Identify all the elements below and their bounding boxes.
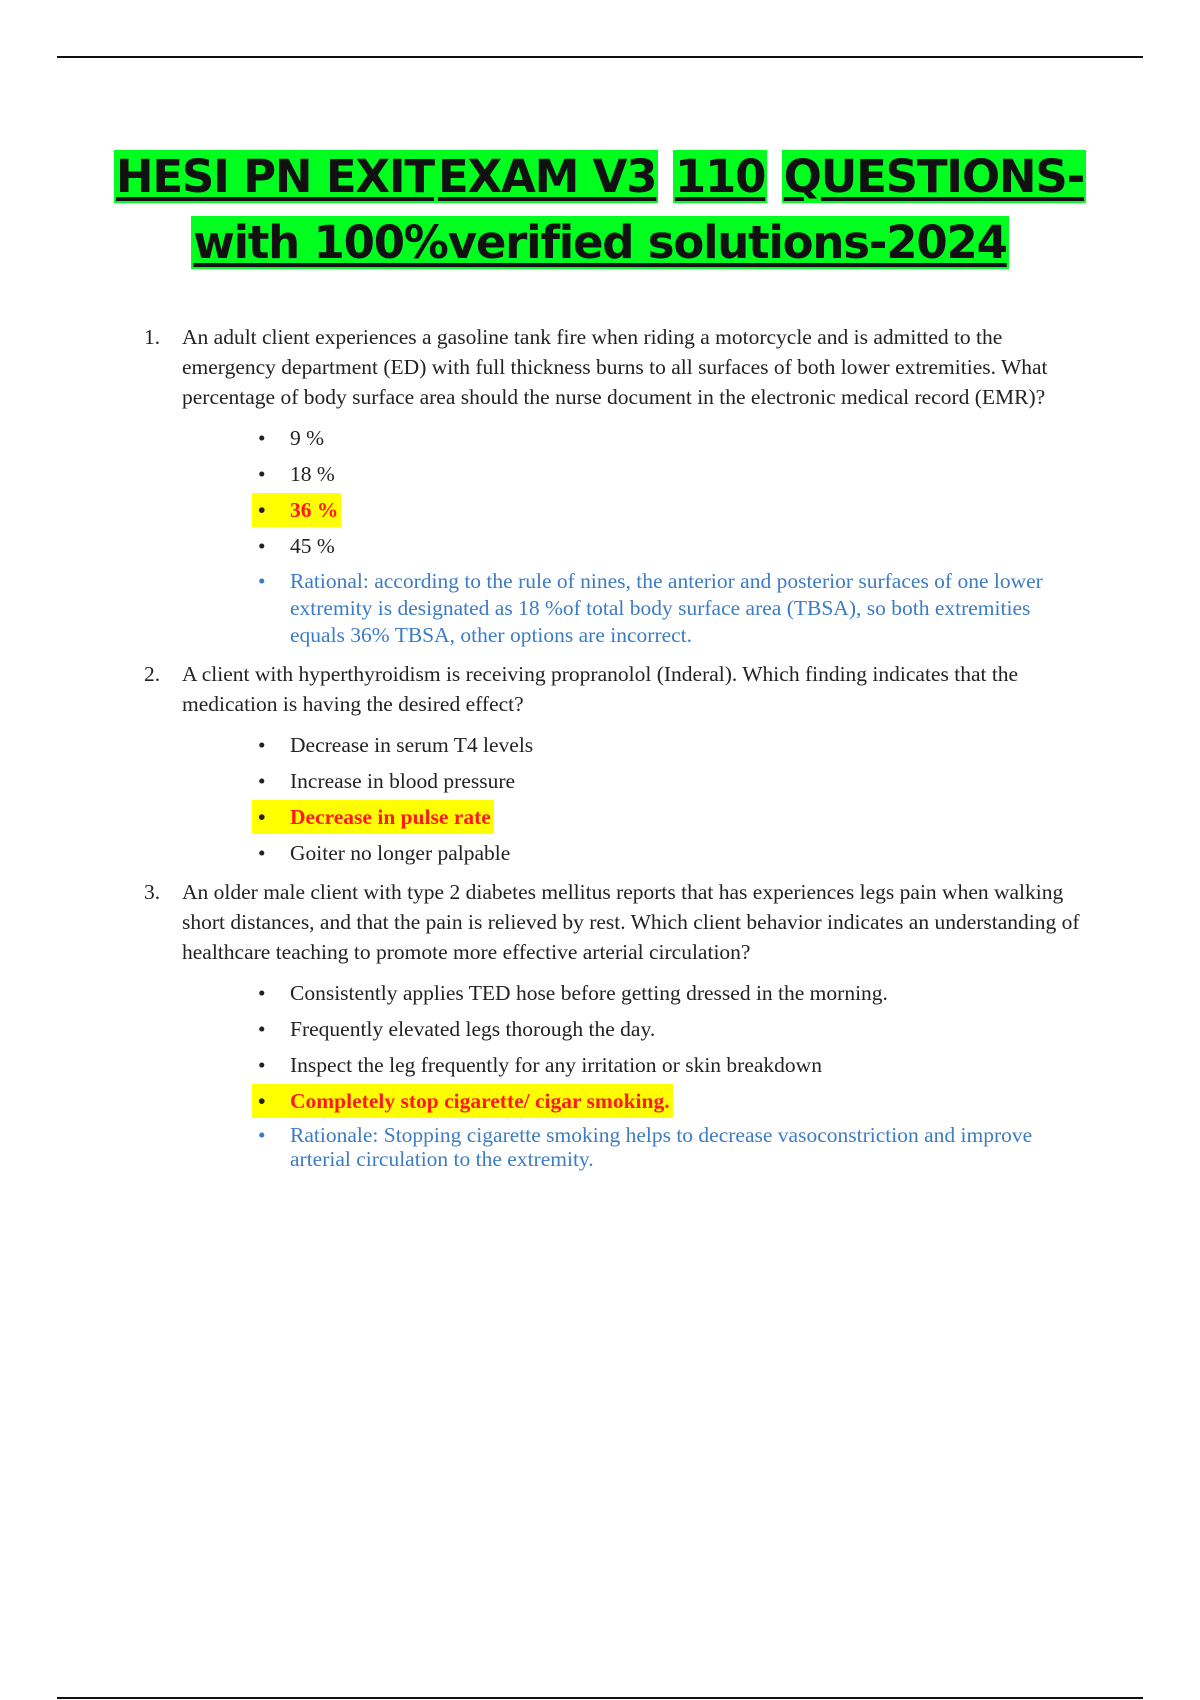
answer-option — [258, 979, 1090, 1007]
header-rule — [57, 56, 1143, 58]
question-text: An older male client with type 2 diabetes mellitus reports that has experiences legs pain when walking short distances, and that the pain is relieved by rest. Which client behavior indicates an understanding of healthcare teaching to promote more effective arterial circulation? — [182, 880, 1080, 964]
question-1 — [144, 322, 1094, 412]
answer-highlight — [252, 1084, 673, 1118]
correct-answer-option — [258, 496, 1090, 524]
option-text: 18 % — [290, 462, 335, 486]
correct-answer-option — [258, 803, 1090, 831]
title-word-group: EXAM V3 — [437, 150, 657, 203]
answer-options-2 — [0, 731, 1200, 867]
bullet-icon: • — [258, 805, 266, 829]
bullet-icon: • — [258, 981, 266, 1005]
option-text: Increase in blood pressure — [290, 769, 516, 793]
bullet-icon: • — [258, 1089, 266, 1113]
bullet-icon: • — [258, 1053, 266, 1077]
option-text: Consistently applies TED hose before getting dressed in the morning. — [290, 981, 888, 1005]
question-number: 2. — [144, 662, 161, 686]
option-text: Goiter no longer palpable — [290, 841, 511, 865]
question-2 — [144, 659, 1094, 719]
question-text: A client with hyperthyroidism is receiving propranolol (Inderal). Which finding indicates that the medication is having the desired effect? — [182, 662, 1019, 716]
title-line-2 — [60, 210, 1140, 276]
question-list — [0, 322, 1200, 1181]
answer-highlight — [252, 800, 494, 834]
rationale — [258, 1123, 1090, 1171]
option-text: 45 % — [290, 534, 335, 558]
option-text: Inspect the leg frequently for any irritation or skin breakdown — [290, 1053, 822, 1077]
answer-option — [258, 532, 1090, 560]
option-text: Decrease in pulse rate — [290, 805, 491, 829]
bullet-icon: • — [258, 426, 266, 450]
option-text: Decrease in serum T4 levels — [290, 733, 534, 757]
option-text: Completely stop cigarette/ cigar smoking. — [290, 1089, 670, 1113]
answer-options-1 — [0, 424, 1200, 649]
bullet-icon: • — [258, 462, 266, 486]
bullet-icon: • — [258, 769, 266, 793]
rationale-text: Rational: according to the rule of nines, the anterior and posterior surfaces of one lower extremity is designated as 18 %of total body surface area (TBSA), so both extremities equals 36% TBSA, other options are incorrect. — [290, 569, 1043, 647]
bullet-icon: • — [258, 1017, 266, 1041]
answer-option — [258, 424, 1090, 452]
question-text: An adult client experiences a gasoline tank fire when riding a motorcycle and is admitted to the emergency department (ED) with full thickness burns to all surfaces of both lower extremities. What percentage of body surface area should the nurse document in the electronic medical record (EMR)? — [182, 325, 1048, 409]
correct-answer-option — [258, 1087, 1090, 1115]
question-number: 1. — [144, 325, 161, 349]
answer-option — [258, 767, 1090, 795]
answer-highlight — [252, 493, 341, 527]
bullet-icon: • — [258, 534, 266, 558]
bullet-icon: • — [258, 841, 266, 865]
rationale — [258, 568, 1090, 649]
footer-rule — [57, 1697, 1143, 1699]
answer-option — [258, 460, 1090, 488]
question-3 — [144, 877, 1094, 967]
option-text: Frequently elevated legs thorough the day. — [290, 1017, 656, 1041]
question-number: 3. — [144, 880, 161, 904]
bullet-icon: • — [258, 1123, 266, 1147]
bullet-icon: • — [258, 498, 266, 522]
answer-options-3 — [0, 979, 1200, 1171]
title-subtitle: with 100%verified solutions-2024 — [193, 216, 1007, 269]
title-word-group: 110 — [674, 150, 766, 203]
bullet-icon: • — [258, 733, 266, 757]
answer-option — [258, 1015, 1090, 1043]
rationale-text: Rationale: Stopping cigarette smoking helps to decrease vasoconstriction and improve arterial circulation to the extremity. — [290, 1123, 1033, 1171]
title-word-group: HESI PN EXIT — [115, 150, 434, 203]
option-text: 36 % — [290, 498, 339, 522]
title-line-1 — [60, 144, 1140, 210]
answer-option — [258, 731, 1090, 759]
option-text: 9 % — [290, 426, 325, 450]
document-title — [60, 144, 1140, 276]
answer-option — [258, 1051, 1090, 1079]
answer-option — [258, 839, 1090, 867]
bullet-icon: • — [258, 569, 266, 593]
title-word-group: QUESTIONS- — [783, 150, 1085, 203]
